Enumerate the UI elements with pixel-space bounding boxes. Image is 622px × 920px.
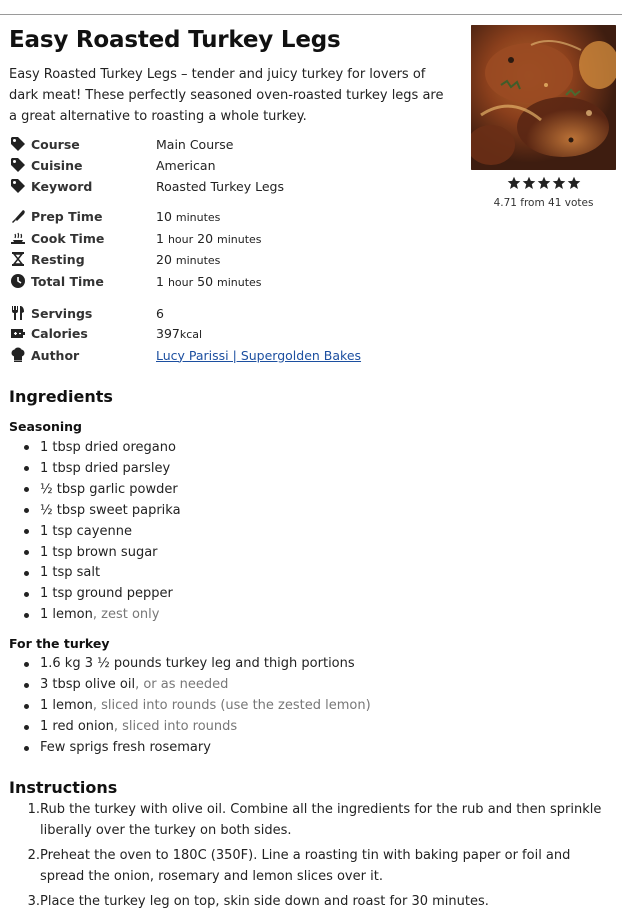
meta-value: Roasted Turkey Legs	[156, 178, 284, 194]
star-rating[interactable]	[471, 176, 616, 192]
recipe-photo[interactable]	[471, 25, 616, 170]
ingredient-note: , zest only	[92, 607, 160, 622]
list-bullet	[24, 683, 29, 688]
meta-resting	[9, 249, 459, 269]
ingredient-item: 1 tbsp dried oregano	[40, 440, 176, 455]
ingredient-item: 1 tsp salt	[40, 565, 101, 580]
star-icon[interactable]	[522, 176, 536, 190]
top-divider	[0, 14, 622, 15]
list-bullet	[24, 550, 29, 555]
meta-value: 397kcal	[156, 325, 203, 341]
rating-text: 4.71 from 41 votes	[493, 197, 594, 209]
ingredient-note: , or as needed	[135, 677, 229, 692]
meta-label: Course	[31, 136, 80, 152]
ingredient-note: , sliced into rounds	[113, 719, 238, 734]
meta-label: Author	[31, 347, 80, 363]
ingredient-item: 1 tsp cayenne	[40, 524, 132, 539]
list-bullet	[24, 508, 29, 513]
clock-icon	[9, 273, 27, 289]
meta-value: 1 hour 50 minutes	[156, 273, 262, 289]
turkey-photo-image	[471, 25, 616, 170]
meta-label: Keyword	[31, 178, 93, 194]
ingredient-item: 1.6 kg 3 ½ pounds turkey leg and thigh portions	[40, 656, 355, 671]
step-text: Preheat the oven to 180C (350F). Line a roasting tin with baking paper or foil and spread the onion, rosemary and lemon slices over it.	[40, 848, 571, 884]
meta-label: Cook Time	[31, 230, 105, 246]
knife-icon	[9, 208, 27, 224]
ingredient-item: ½ tbsp garlic powder	[40, 482, 178, 497]
tag-icon	[9, 136, 27, 152]
meta-value: American	[156, 157, 216, 173]
meta-servings	[9, 303, 459, 323]
author-link[interactable]: Lucy Parissi | Supergolden Bakes	[156, 347, 362, 363]
list-bullet	[24, 571, 29, 576]
list-bullet	[24, 746, 29, 751]
list-bullet	[24, 725, 29, 730]
recipe-title: Easy Roasted Turkey Legs	[9, 27, 341, 53]
meta-keyword	[9, 176, 459, 196]
tag-icon	[9, 178, 27, 194]
meta-value: 1 hour 20 minutes	[156, 230, 262, 246]
list-bullet	[24, 613, 29, 618]
meta-value: 20 minutes	[156, 251, 221, 267]
meta-label: Calories	[31, 325, 88, 341]
list-bullet	[24, 529, 29, 534]
tag-icon	[9, 157, 27, 173]
star-icon[interactable]	[567, 176, 581, 190]
meta-cook-time	[9, 228, 459, 248]
meta-calories	[9, 323, 459, 343]
step-text: Place the turkey leg on top, skin side down and roast for 30 minutes.	[40, 894, 489, 909]
chef-hat-icon	[9, 347, 27, 363]
instructions-heading: Instructions	[9, 778, 118, 797]
instruction-step	[27, 799, 612, 841]
ingredient-item: 1 red onion, sliced into rounds	[40, 719, 238, 734]
meta-label: Resting	[31, 251, 85, 267]
list-bullet	[24, 466, 29, 471]
battery-icon	[9, 325, 27, 341]
meta-label: Servings	[31, 305, 93, 321]
step-text: Rub the turkey with olive oil. Combine all the ingredients for the rub and then sprinkle liberally over the turkey on both sides.	[40, 802, 602, 838]
ingredient-item: Few sprigs fresh rosemary	[40, 740, 211, 755]
hourglass-icon	[9, 251, 27, 267]
ingredient-group-heading: Seasoning	[9, 419, 82, 434]
list-bullet	[24, 445, 29, 450]
meta-value: 10 minutes	[156, 208, 221, 224]
meta-label: Prep Time	[31, 208, 103, 224]
list-bullet	[24, 487, 29, 492]
instruction-step	[27, 891, 612, 912]
list-bullet	[24, 592, 29, 597]
meta-value	[156, 348, 361, 363]
ingredient-note: , sliced into rounds (use the zested lemon)	[92, 698, 371, 713]
meta-course	[9, 134, 459, 154]
step-number: 2.	[27, 848, 40, 863]
pot-icon	[9, 230, 27, 246]
ingredient-item: 1 lemon, sliced into rounds (use the zested lemon)	[40, 698, 371, 713]
ingredient-item: 1 lemon, zest only	[40, 607, 160, 622]
cutlery-icon	[9, 305, 27, 321]
meta-prep-time	[9, 206, 459, 226]
meta-value: Main Course	[156, 136, 234, 152]
meta-label: Cuisine	[31, 157, 83, 173]
meta-label: Total Time	[31, 273, 104, 289]
list-bullet	[24, 704, 29, 709]
step-number: 3.	[27, 894, 40, 909]
ingredient-item: 1 tsp ground pepper	[40, 586, 173, 601]
list-bullet	[24, 662, 29, 667]
ingredients-heading: Ingredients	[9, 387, 113, 406]
ingredient-item: ½ tbsp sweet paprika	[40, 503, 181, 518]
star-icon[interactable]	[537, 176, 551, 190]
instruction-step	[27, 845, 612, 887]
step-number: 1.	[27, 802, 40, 817]
rating-block[interactable]	[471, 176, 616, 209]
ingredient-item: 1 tbsp dried parsley	[40, 461, 171, 476]
meta-cuisine	[9, 155, 459, 175]
servings-value[interactable]: 6	[156, 305, 164, 321]
recipe-summary: Easy Roasted Turkey Legs – tender and juicy turkey for lovers of dark meat! These perfectly seasoned oven-roasted turkey legs are a great alternative to roasting a whole turkey.	[9, 67, 444, 124]
ingredient-item: 1 tsp brown sugar	[40, 545, 158, 560]
ingredient-group-heading: For the turkey	[9, 636, 110, 651]
star-icon[interactable]	[552, 176, 566, 190]
meta-total-time	[9, 271, 459, 291]
star-icon[interactable]	[507, 176, 521, 190]
ingredient-item: 3 tbsp olive oil, or as needed	[40, 677, 229, 692]
meta-author	[9, 345, 459, 365]
